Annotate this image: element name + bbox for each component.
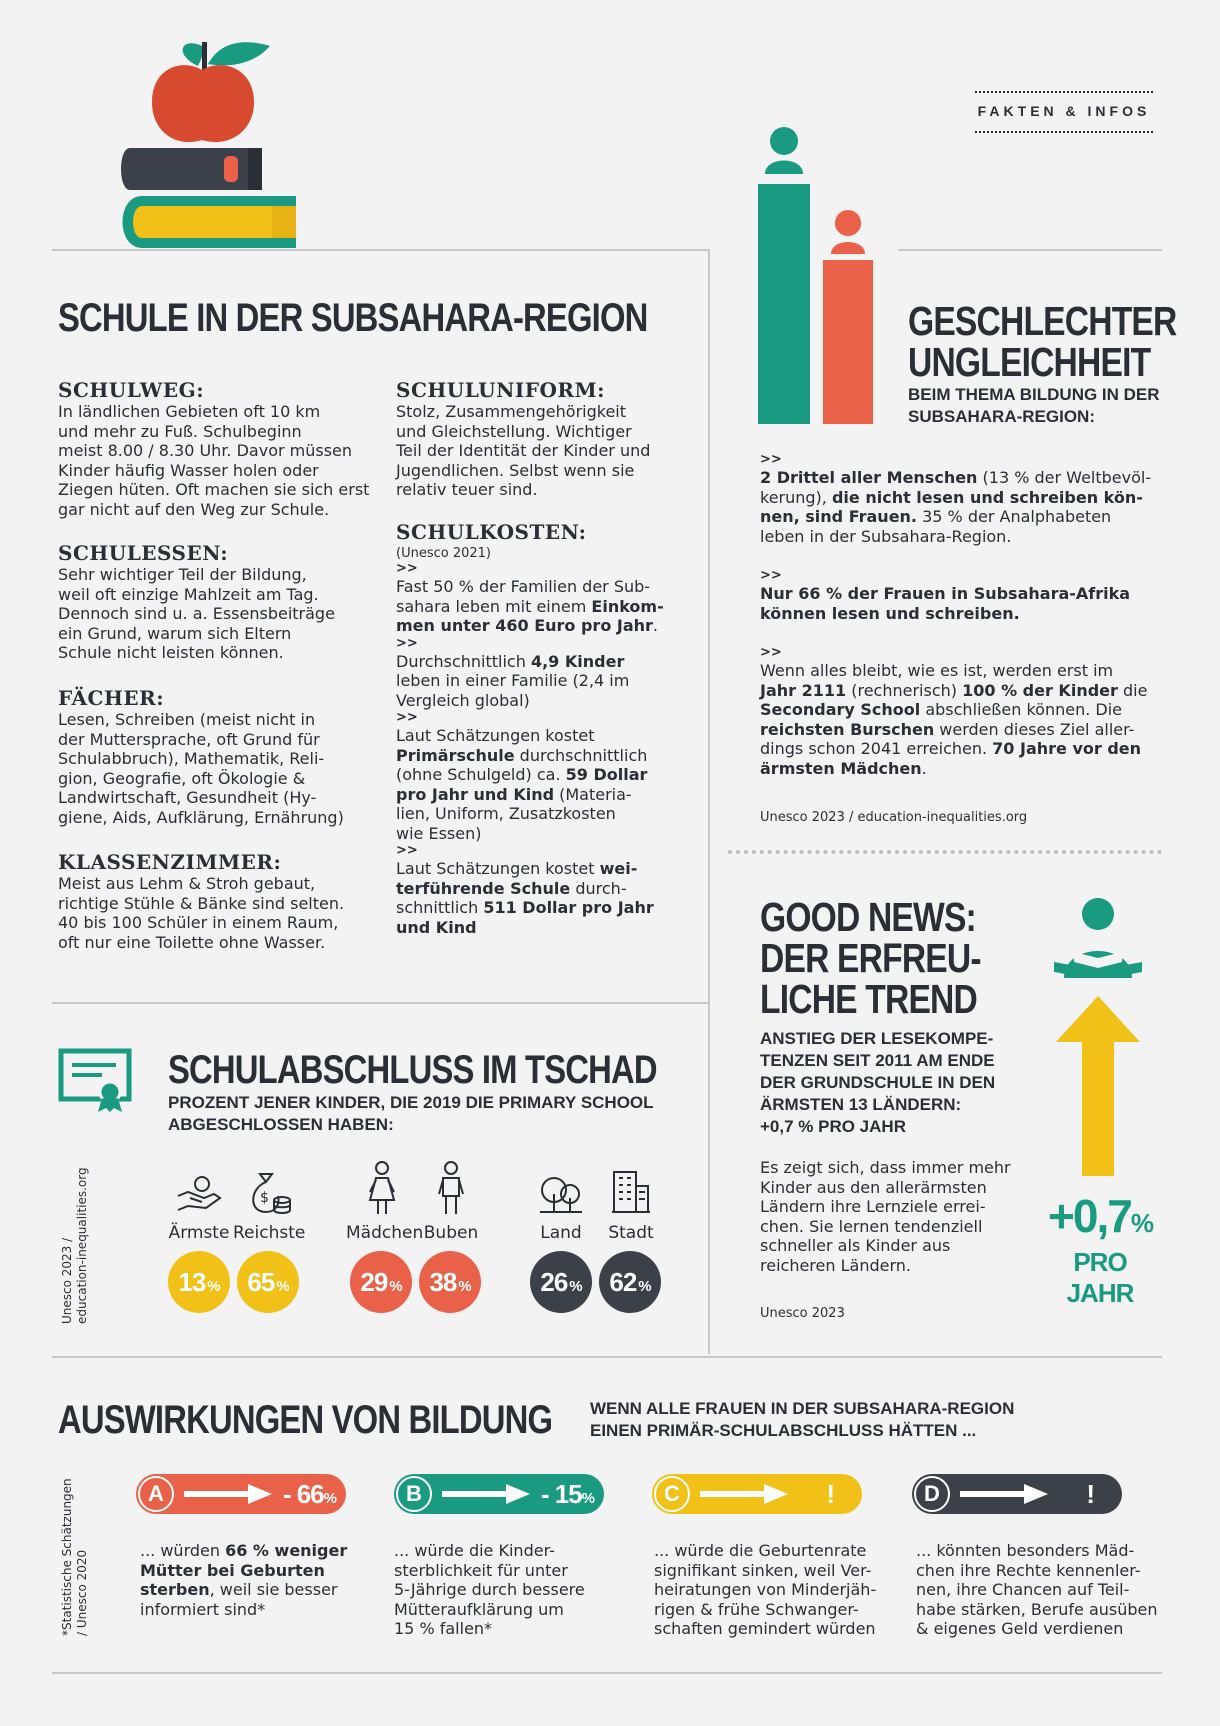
group-label-land: Land [540,1223,582,1243]
goodnews-title-1: GOOD NEWS: [760,894,976,940]
impact-text-c: ... würde die Geburtenrate signifikant sinken, weil Ver- heiratungen von Minderjäh- rigen & frühe Schwanger- schaften gemindert würden [654,1541,877,1638]
group-label-buben: Buben [423,1223,479,1243]
apple-books-icon [112,34,302,252]
value-circle-stadt: 62 $_{\%}$ [599,1251,661,1313]
faecher-text: Lesen, Schreiben (meist nicht in der Muttersprache, oft Grund für Schulabbruch), Mathematik, Reli- gion, Geografie, oft Ökologie & Landwirtschaft, Gesundheit (Hy- giene, Aids, Aufklärung, Ernährung) [58,710,344,827]
schulweg-block [58,378,388,519]
tschad-subtitle: PROZENT JENER KINDER, DIE 2019 DIE PRIMARY SCHOOL ABGESCHLOSSEN HABEN: [168,1093,654,1134]
certificate-icon [58,1048,132,1112]
pill-value: - 66% [282,1478,336,1509]
value-circle-buben: 38 $_{\%}$ [419,1251,481,1313]
impact-text-b: ... würde die Kinder- sterblichkeit für unter 5-Jährige durch bessere Mütteraufklärung um 15 % fallen* [394,1541,585,1638]
gender-fact-2: Nur 66 % der Frauen in Subsahara-Afrika können lesen und schreiben. [760,584,1131,623]
goodnews-subtitle: ANSTIEG DER LESEKOMPE- TENZEN SEIT 2011 AM ENDE DER GRUNDSCHULE IN DEN ÄRMSTEN 13 LÄNDERN: +0,7 % PRO JAHR [760,1029,996,1136]
arrow-right-icon [960,1484,1050,1504]
rule-top-left [52,249,709,251]
pill-letter: B [396,1476,432,1512]
impact-pill-d [912,1474,1122,1514]
schulweg-heading: SCHULWEG: [58,378,205,402]
goodnews-title-3: LICHE TREND [760,976,977,1022]
faecher-heading: FÄCHER: [58,686,165,710]
trees-icon [538,1170,584,1216]
pill-value: ! [826,1478,834,1509]
schulessen-text: Sehr wichtiger Teil der Bildung, weil oft einzige Mahlzeit am Tag. Dennoch sind u. a. Essensbeiträge ein Grund, warum sich Eltern Schule nicht leisten können. [58,565,335,662]
list-marker: >> [396,561,418,576]
group-label-maedchen: Mädchen [346,1223,424,1243]
impact-source: *Statistische Schätzungen / Unesco 2020 [60,1478,89,1636]
schulkosten-heading: SCHULKOSTEN: [396,520,587,544]
schuluniform-text: Stolz, Zusammengehörigkeit und Gleichstellung. Wichtiger Teil der Identität der Kinder und Jugendlichen. Selbst wenn sie relativ teuer sind. [396,402,651,499]
schulkosten-source: (Unesco 2021) [396,546,491,561]
arrow-right-icon [184,1484,274,1504]
schulessen-block [58,541,388,663]
klassenzimmer-text: Meist aus Lehm & Stroh gebaut, richtige Stühle & Bänke sind selten. 40 bis 100 Schüler in einem Raum, oft nur eine Toilette ohne Wasser. [58,874,345,952]
group-label-aermste: Ärmste [168,1223,230,1243]
goodnews-big-value: +0,7 [1048,1190,1131,1242]
rule-dotted-right [728,850,1162,854]
impact-pill-b [394,1474,604,1514]
schulessen-heading: SCHULESSEN: [58,541,229,565]
rule-impact-top [52,1356,1162,1358]
svg-text:$: $ [260,1190,269,1206]
impact-subtitle: WENN ALLE FRAUEN IN DER SUBSAHARA-REGION EINEN PRIMÄR-SCHULABSCHLUSS HÄTTEN ... [590,1399,1015,1440]
tag-rule-bottom [975,131,1153,133]
hand-coin-icon [176,1170,222,1216]
impact-title: AUSWIRKUNGEN VON BILDUNG [58,1398,553,1442]
gender-bars-icon [755,126,881,424]
gender-facts [760,452,1160,778]
value-circle-reichste: 65 $_{\%}$ [237,1251,299,1313]
girl-icon [366,1160,398,1216]
buildings-icon [610,1168,652,1216]
tschad-source: Unesco 2023 / education-inequalities.org [60,1167,89,1324]
pill-letter: D [914,1476,950,1512]
schuluniform-heading: SCHULUNIFORM: [396,378,606,402]
schulkosten-item-1: Fast 50 % der Familien der Sub- sahara leben mit einem Einkom- men unter 460 Euro pro Jahr. [396,577,664,635]
rule-mid-left [52,1002,708,1004]
impact-pill-a [136,1474,346,1514]
klassenzimmer-block [58,850,388,952]
impact-text-d: ... könnten besonders Mäd- chen ihre Rechte kennenler- nen, ihre Chancen auf Teil- habe stärken, Berufe ausüben & eigenes Geld verdienen [916,1541,1158,1638]
gender-title-2: UNGLEICHHEIT [908,339,1151,385]
list-marker: >> [396,843,418,858]
gender-source: Unesco 2023 / education-inequalities.org [760,810,1028,825]
goodnews-title-2: DER ERFREU- [760,935,981,981]
pill-value: - 15% [540,1478,594,1509]
arrow-right-icon [700,1484,790,1504]
list-marker: >> [396,710,418,725]
list-marker: >> [760,452,782,467]
value-circle-land: 26 $_{\%}$ [530,1251,592,1313]
money-bag-icon [246,1168,292,1216]
goodnews-source: Unesco 2023 [760,1306,845,1321]
value-circle-aermste: 13 $_{\%}$ [168,1251,230,1313]
reader-icon [1052,898,1144,978]
boy-icon [435,1160,467,1216]
tschad-title: SCHULABSCHLUSS IM TSCHAD [168,1048,657,1092]
schulkosten-item-3: Laut Schätzungen kostet Primärschule durchschnittlich (ohne Schulgeld) ca. 59 Dollar pro Jahr und Kind (Materia- lien, Uniform, Zusatzkosten wie Essen) [396,726,648,843]
list-marker: >> [760,568,782,583]
arrow-right-icon [442,1484,532,1504]
group-label-reichste: Reichste [233,1223,306,1243]
tag-rule-top [975,91,1153,93]
impact-pill-c [652,1474,862,1514]
schuluniform-block [396,378,696,500]
schulkosten-block [396,520,696,937]
list-marker: >> [760,645,782,660]
faecher-block [58,686,388,827]
goodnews-big-figure [1038,1192,1162,1309]
fakten-infos-tag: FAKTEN & INFOS [977,103,1151,119]
gender-fact-3: Wenn alles bleibt, wie es ist, werden erst im Jahr 2111 (rechnerisch) 100 % der Kinder die Secondary School abschließen können. Die reichsten Burschen werden dieses Ziel aller- dings schon 2041 erreichen. 70 Jahre vor den ärmsten Mädchen. [760,661,1148,778]
goodnews-big-unit: % [1130,1208,1152,1238]
list-marker: >> [396,635,418,651]
pill-value: ! [1086,1478,1094,1509]
gender-fact-1: 2 Drittel aller Menschen (13 % der Weltbevöl- kerung), die nicht lesen und schreiben kön- nen, sind Frauen. 35 % der Analphabeten leben in der Subsahara-Region. [760,468,1152,546]
rule-top-right [898,249,1162,251]
schulkosten-item-4: Laut Schätzungen kostet wei- terführende Schule durch- schnittlich 511 Dollar pro Jahr und Kind [396,859,654,937]
school-title: SCHULE IN DER SUBSAHARA-REGION [58,296,648,340]
pill-letter: C [654,1476,690,1512]
schulweg-text: In ländlichen Gebieten oft 10 km und mehr zu Fuß. Schulbeginn meist 8.00 / 8.30 Uhr. Davor müssen Kinder häufig Wasser holen oder Ziegen hüten. Oft machen sie sich erst gar nicht auf den Weg zur Schule. [58,402,370,519]
schulkosten-item-2: Durchschnittlich 4,9 Kinder leben in einer Familie (2,4 im Vergleich global) [396,651,630,710]
rule-bottom [52,1672,1162,1674]
goodnews-text: Es zeigt sich, dass immer mehr Kinder aus den allerärmsten Ländern ihre Lernziele errei- chen. Sie lernen tendenziell schneller als Kinder aus reicheren Ländern. [760,1158,1011,1275]
rule-vertical [708,249,710,1354]
value-circle-maedchen: 29 $_{\%}$ [350,1251,412,1313]
trend-up-arrow-icon [1056,996,1140,1176]
gender-subtitle: BEIM THEMA BILDUNG IN DER SUBSAHARA-REGION: [908,385,1160,426]
klassenzimmer-heading: KLASSENZIMMER: [58,850,282,874]
pill-letter: A [138,1476,174,1512]
group-label-stadt: Stadt [608,1223,654,1243]
gender-title-1: GESCHLECHTER [908,298,1177,344]
impact-text-a: ... würden 66 % weniger Mütter bei Geburten sterben, weil sie besser informiert sind* [140,1541,348,1619]
goodnews-big-label: PRO JAHR [1066,1247,1134,1308]
